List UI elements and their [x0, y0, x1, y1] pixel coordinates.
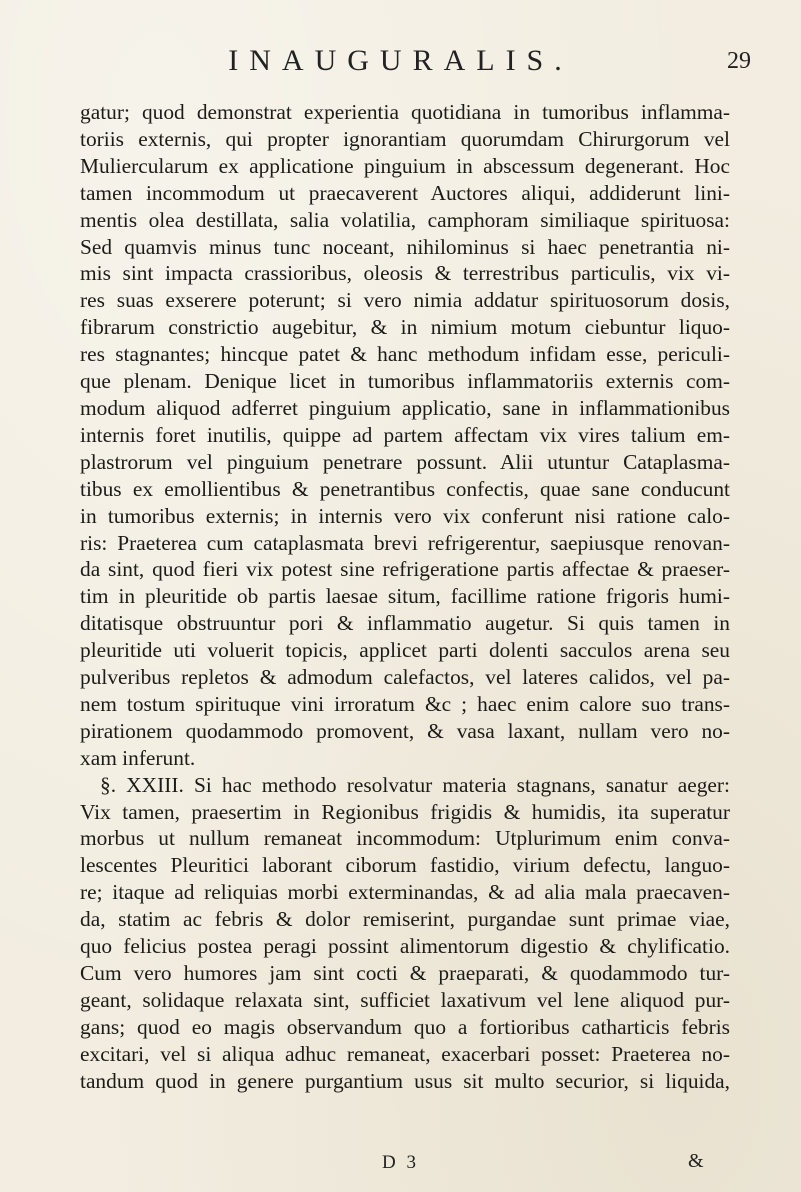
text-line: xam inferunt. [80, 745, 196, 770]
text-line: Cum vero humores jam sint cocti & praeparati, & quodammodo tur- [80, 961, 730, 985]
text-line: pirationem quodammodo promovent, & vasa laxant, nullam vero no- [80, 718, 730, 743]
text-line: fibrarum constrictio augebitur, & in nimium motum ciebuntur liquo- [80, 315, 730, 340]
text-line: da, statim ac febris & dolor remiserint, purgandae sunt primae viae, [80, 907, 730, 932]
body-text [80, 99, 730, 1095]
text-line: geant, solidaque relaxata sint, sufficiet laxativum vel lene aliquod pur- [80, 987, 730, 1012]
text-line: mis sint impacta crassioribus, oleosis & terrestribus particulis, vix vi- [80, 261, 730, 286]
text-line: pulveribus repletos & admodum calefactos, vel lateres calidos, vel pa- [80, 665, 730, 690]
text-line: gatur; quod demonstrat experientia quotidiana in tumoribus inflamma- [80, 100, 730, 124]
text-line: da sint, quod fieri vix potest sine refrigeratione partis affectae & praeser- [80, 557, 730, 582]
printer-signature-mark: D 3 [382, 1152, 419, 1173]
text-line: Muliercularum ex applicatione pinguium in abscessum degenerant. Hoc [80, 153, 730, 178]
text-line: excitari, vel si aliqua adhuc remaneat, exacerbari posset: Praeterea no- [80, 1041, 730, 1066]
text-line: gans; quod eo magis observandum quo a fortioribus catharticis febris [80, 1014, 730, 1039]
text-line: Sed quamvis minus tunc noceant, nihilominus si haec penetrantia ni- [80, 234, 730, 259]
running-title: INAUGURALIS. [228, 44, 573, 77]
text-line: toriis externis, qui propter ignorantiam quorumdam Chirurgorum vel [80, 126, 730, 151]
text-line: Vix tamen, praesertim in Regionibus frigidis & humidis, ita superatur [80, 799, 730, 824]
text-line: que plenam. Denique licet in tumoribus inflammatoriis externis com- [80, 369, 730, 394]
text-line: internis foret inutilis, quippe ad partem affectam vix vires talium em- [80, 422, 730, 447]
text-line: tim in pleuritide ob partis laesae situm, facillime ratione frigoris humi- [80, 584, 730, 609]
text-line: res suas exserere poterunt; si vero nimia addatur spirituosorum dosis, [80, 288, 730, 313]
text-line: tandum quod in genere purgantium usus sit multo securior, si liquida, [80, 1068, 730, 1093]
text-line: morbus ut nullum remaneat incommodum: Utplurimum enim conva- [80, 826, 730, 851]
catchword: & [688, 1150, 704, 1172]
text-line: res stagnantes; hincque patet & hanc methodum infidam esse, periculi- [80, 342, 730, 367]
text-line: pleuritide uti voluerit topicis, applicet parti dolenti sacculos arena seu [80, 638, 730, 663]
text-line: nem tostum spirituque vini irroratum &c ; haec enim calore suo trans- [80, 691, 730, 716]
text-line: mentis olea destillata, salia volatilia, camphoram similiaque spirituosa: [80, 207, 730, 232]
text-line: quo felicius postea peragi possint alimentorum digestio & chylificatio. [80, 934, 730, 959]
text-line: ris: Praeterea cum cataplasmata brevi refrigerentur, saepiusque renovan- [80, 530, 730, 555]
text-line: lescentes Pleuritici laborant ciborum fastidio, virium defectu, languo- [80, 853, 730, 878]
text-line: tibus ex emollientibus & penetrantibus confectis, quae sane conducunt [80, 476, 730, 501]
text-line: plastrorum vel pinguium penetrare possunt. Alii utuntur Cataplasma- [80, 449, 730, 474]
text-line: tamen incommodum ut praecaverent Auctores aliqui, addiderunt lini- [80, 180, 730, 205]
section-heading-line: §. XXIII. Si hac methodo resolvatur materia stagnans, sanatur aeger: [100, 772, 730, 797]
text-line: ditatisque obstruuntur pori & inflammatio augetur. Si quis tamen in [80, 611, 730, 636]
text-line: re; itaque ad reliquias morbi exterminandas, & ad alia mala praecaven- [80, 880, 730, 905]
text-line: in tumoribus externis; in internis vero vix conferunt nisi ratione calo- [80, 503, 730, 528]
page-number: 29 [727, 48, 751, 74]
text-line: modum aliquod adferret pinguium applicatio, sane in inflammationibus [80, 395, 730, 420]
